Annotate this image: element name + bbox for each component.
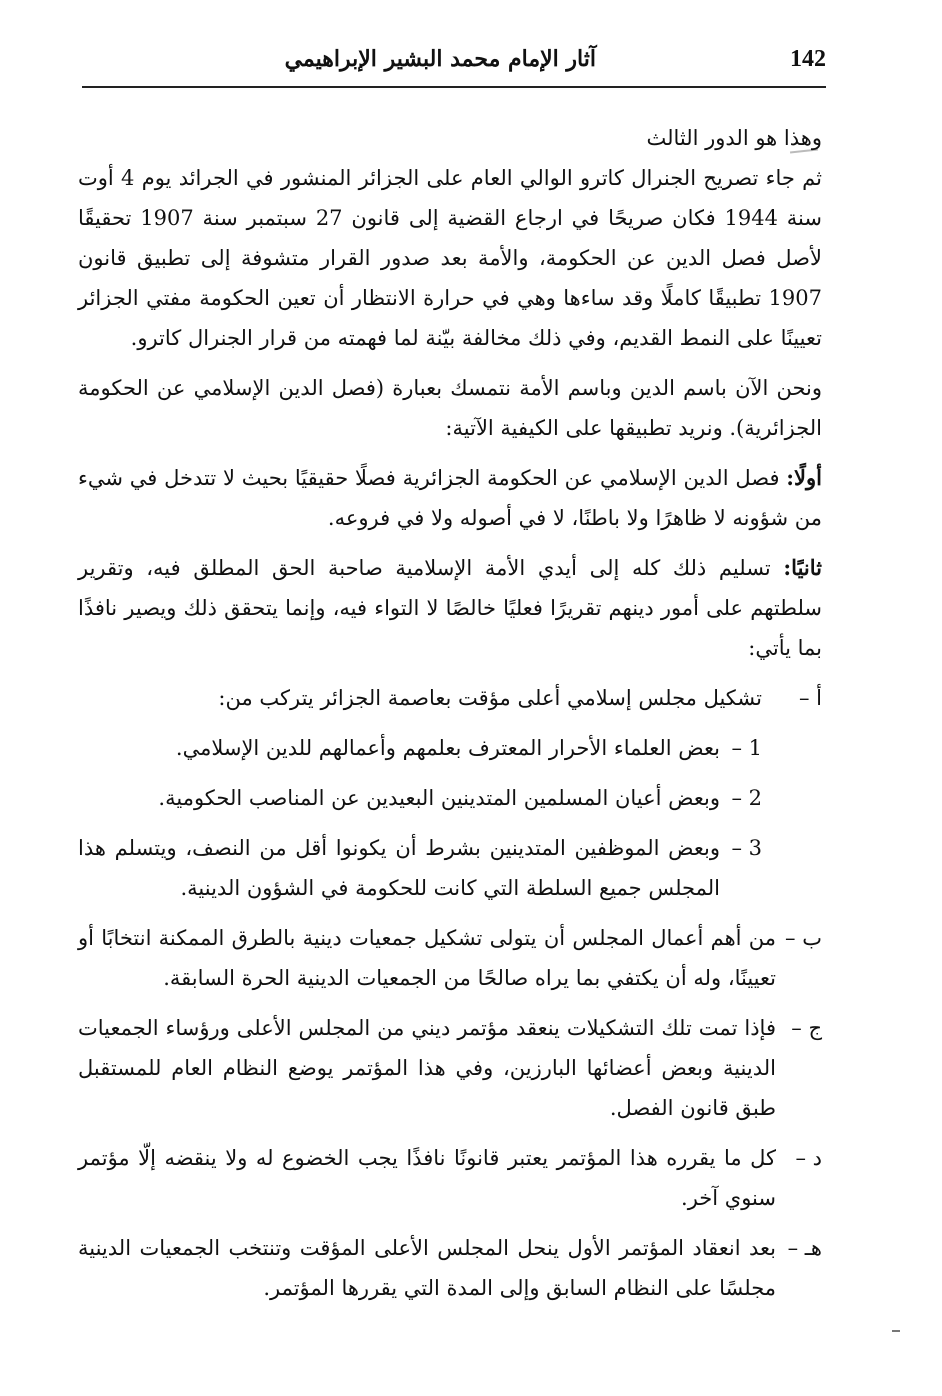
- point-second-label: ثانيًا:: [783, 555, 822, 580]
- lettered-item: [78, 1228, 822, 1308]
- point-second-text: تسليم ذلك كله إلى أيدي الأمة الإسلامية صاحبة الحق المطلق فيه، وتقرير سلطتهم على أمور دينهم تقريرًا فعليًا خالصًا لا التواء فيه، وإنما يتحقق ذلك ويصير نافذًا بما يأتي:: [78, 556, 822, 660]
- intro-line: وهذا هو الدور الثالث: [646, 126, 822, 150]
- lettered-item-marker: ج –: [791, 1016, 822, 1040]
- item-a-text: تشكيل مجلس إسلامي أعلى مؤقت بعاصمة الجزائر يتركب من:: [218, 686, 762, 710]
- page-body: [78, 118, 822, 1318]
- lettered-item-text: فإذا تمت تلك التشكيلات ينعقد مؤتمر ديني من المجلس الأعلى ورؤساء الجمعيات الدينية وبعض أعضائها البارزين، وفي هذا المؤتمر يوضع النظام العام للمستقبل طبق قانون الفصل.: [78, 1016, 776, 1120]
- lettered-item-text: كل ما يقرره هذا المؤتمر يعتبر قانونًا نافذًا يجب الخضوع له ولا ينقضه إلّا مؤتمر سنوي آخر.: [78, 1146, 776, 1210]
- point-first-label: أولًا:: [786, 465, 822, 490]
- paragraph-2: ونحن الآن باسم الدين وباسم الأمة نتمسك بعبارة (فصل الدين الإسلامي عن الحكومة الجزائرية). ونريد تطبيقها على الكيفية الآتية:: [78, 376, 822, 440]
- lettered-item-marker: ب –: [785, 926, 822, 950]
- lettered-item-text: من أهم أعمال المجلس أن يتولى تشكيل جمعيات دينية بالطرق الممكنة انتخابًا أو تعيينًا، وله أن يكتفي بما يراه صالحًا من الجمعيات الدينية الحرة السابقة.: [78, 926, 776, 990]
- running-title: آثار الإمام محمد البشير الإبراهيمي: [284, 46, 596, 72]
- page-header: [82, 44, 826, 88]
- numbered-item-text: وبعض الموظفين المتدينين بشرط أن يكونوا أقل من النصف، ويتسلم هذا المجلس جميع السلطة التي كانت للحكومة في الشؤون الدينية.: [78, 836, 720, 900]
- item-a: [78, 678, 822, 718]
- page-number: 142: [790, 46, 826, 72]
- corner-mark: [892, 1330, 900, 1332]
- lettered-item-marker: د –: [795, 1146, 822, 1170]
- numbered-item: [78, 828, 822, 908]
- numbered-item-marker: 1 –: [731, 736, 762, 760]
- lettered-item: [78, 1008, 822, 1128]
- point-first: [78, 458, 822, 538]
- paragraph-1: ثم جاء تصريح الجنرال كاترو الوالي العام على الجزائر المنشور في الجرائد يوم 4 أوت سنة 1944 فكان صريحًا في ارجاع القضية إلى قانون 27 سبتمبر سنة 1907 تحقيقًا لأصل فصل الدين عن الحكومة، والأمة بعد صدور القرار متشوفة إلى تطبيق قانون 1907 تطبيقًا كاملًا وقد ساءها وهي في حرارة الانتظار أن تعين الحكومة مفتي الجزائر تعيينًا على النمط القديم، وفي ذلك مخالفة بيّنة لما فهمته من قرار الجنرال كاترو.: [78, 166, 823, 350]
- numbered-item-marker: 2 –: [731, 786, 762, 810]
- numbered-item-text: بعض العلماء الأحرار المعترف بعلمهم وأعمالهم للدين الإسلامي.: [175, 736, 720, 760]
- lettered-item: [78, 918, 822, 998]
- numbered-item-text: وبعض أعيان المسلمين المتدينين البعيدين عن المناصب الحكومية.: [158, 786, 720, 810]
- numbered-item-marker: 3 –: [731, 836, 762, 860]
- lettered-item-marker: هـ –: [787, 1236, 822, 1260]
- point-second: [78, 548, 822, 668]
- numbered-item: [78, 728, 822, 768]
- numbered-item: [78, 778, 822, 818]
- point-first-text: فصل الدين الإسلامي عن الحكومة الجزائرية فصلًا حقيقيًا بحيث لا تتدخل في شيء من شؤونه لا ظاهرًا ولا باطنًا، لا في أصوله ولا في فروعه.: [78, 466, 822, 530]
- lettered-item: [78, 1138, 822, 1218]
- lettered-item-text: بعد انعقاد المؤتمر الأول ينحل المجلس الأعلى المؤقت وتنتخب الجمعيات الدينية مجلسًا على النظام السابق وإلى المدة التي يقررها المؤتمر.: [78, 1236, 776, 1300]
- item-a-marker: أ –: [798, 686, 822, 710]
